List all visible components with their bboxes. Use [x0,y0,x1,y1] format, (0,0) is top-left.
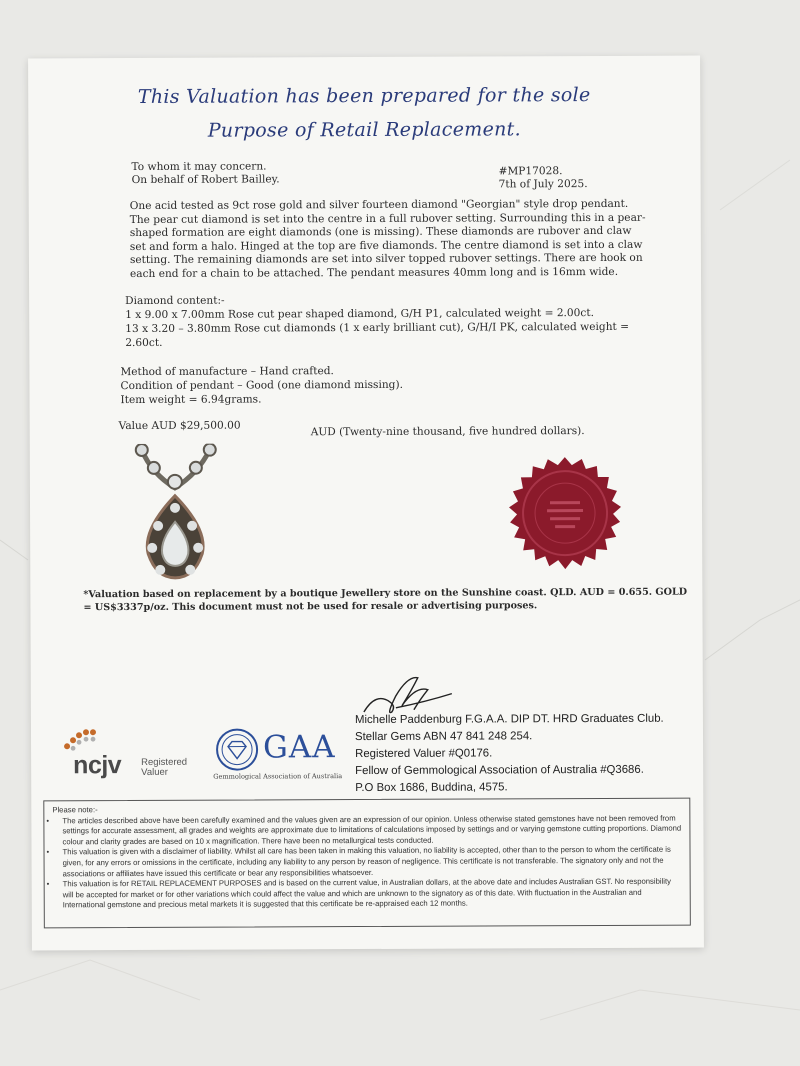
heading-line-1: This Valuation has been prepared for the sole [137,84,591,108]
gaa-full-name: Gemmological Association of Australia [213,772,343,781]
gaa-fellow-number: Fellow of Gemmological Association of Australia #Q3686. [355,763,644,778]
reference-number: #MP17028. [498,165,563,178]
valuer-name: Michelle Paddenburg F.G.A.A. DIP DT. HRD Graduates Club. [354,712,664,727]
diamond-line: 2.60ct. [125,336,163,350]
on-behalf-of: On behalf of Robert Bailley. [131,173,280,187]
gaa-wordmark: GAA [262,729,336,766]
description-line: each end for a chain to be attached. The pendant measures 40mm long and is 16mm wide. [129,265,619,280]
valuation-certificate [28,56,704,951]
disclaimer-line-2: = US$3337p/oz. This document must not be used for resale or advertising purposes. [83,600,538,614]
heading-line-2: Purpose of Retail Replacement. [207,118,521,142]
valuation-date: 7th of July 2025. [498,178,588,191]
ncjv-wordmark: ncjv [73,751,122,780]
notes-list [52,813,681,911]
ncjv-valuer-label: Valuer [141,766,168,778]
registered-valuer-number: Registered Valuer #Q0176. [355,747,493,761]
greeting: To whom it may concern. [131,160,267,174]
notes-title: Please note:- [52,805,98,815]
valuer-address: P.O Box 1686, Buddina, 4575. [355,781,508,795]
method-of-manufacture: Method of manufacture – Hand crafted. [120,365,334,379]
value-amount: Value AUD $29,500.00 [118,419,241,433]
note-item: • This valuation is for RETAIL REPLACEMENT PURPOSES and is based on the current value, in Australian dollars, at the above date and includes Australian GST. No responsibility will be accepted for market or for other variations which could affect the value and which are unknown to the signatory as of this date. With fluctuation in the Australian and International gemstone and precious metal markets it is suggested that this certificate be re-appraised each 12 months. [53,877,682,912]
disclaimer-line-1: *Valuation based on replacement by a boutique Jewellery store on the Sunshine coast. QLD. AUD = 0.655. GOLD [83,586,688,601]
condition: Condition of pendant – Good (one diamond missing). [120,378,403,393]
ncjv-registered-label: Registered [141,756,188,768]
diamond-line: 13 x 3.20 – 3.80mm Rose cut diamonds (1 x early brilliant cut), G/H/I PK, calculated weight = [125,320,630,336]
gaa-emblem-icon [215,727,259,771]
item-weight: Item weight = 6.94grams. [120,393,262,407]
wax-seal [500,449,631,580]
value-in-words: AUD (Twenty-nine thousand, five hundred dollars). [310,425,585,439]
diamond-line: 1 x 9.00 x 7.00mm Rose cut pear shaped diamond, G/H P1, calculated weight = 2.00ct. [125,307,594,322]
description-line: setting. The remaining diamonds are set into silver topped rubover settings. There are hook on [129,251,643,267]
description-line: shaped formation are eight diamonds (one is missing). These diamonds are rubover and claw [129,224,632,240]
description-line: set and form a halo. Hinged at the top are five diamonds. The centre diamond is set into a claw [129,238,643,253]
pendant-photo [130,444,221,584]
note-item: • This valuation is given with a disclaimer of liability. Whilst all care has been taken in making this valuation, no liability is accepted, other than to the person to whom the certificate is given, for any errors or omissions in the certificate, including any liability to any person by reason of negligence. This certificate is not transferable. The signatory only and not the associations or affiliates have issued this certificate or bear any responsibilities whatsoever. [53,845,682,880]
please-note-box [43,798,691,929]
description-line: The pear cut diamond is set into the centre in a full rubover setting. Surrounding this in a pear- [129,211,646,226]
diamond-content-heading: Diamond content:- [125,294,225,308]
valuer-company: Stellar Gems ABN 47 841 248 254. [354,730,533,744]
description-line: One acid tested as 9ct rose gold and silver fourteen diamond "Georgian" style drop pendant. [129,197,629,213]
note-item: • The articles described above have been carefully examined and the values given are an expression of our opinion. Unless otherwise stated gemstones have not been removed from settings for accurate assessment, all grades and weights are approximate due to limitations of calculations imposed by settings and or varying gemstone cutting proportions. Diamond colour and clarity grades are based on 10 x magnification. There have been no metallurgical tests conducted. [52,813,681,848]
